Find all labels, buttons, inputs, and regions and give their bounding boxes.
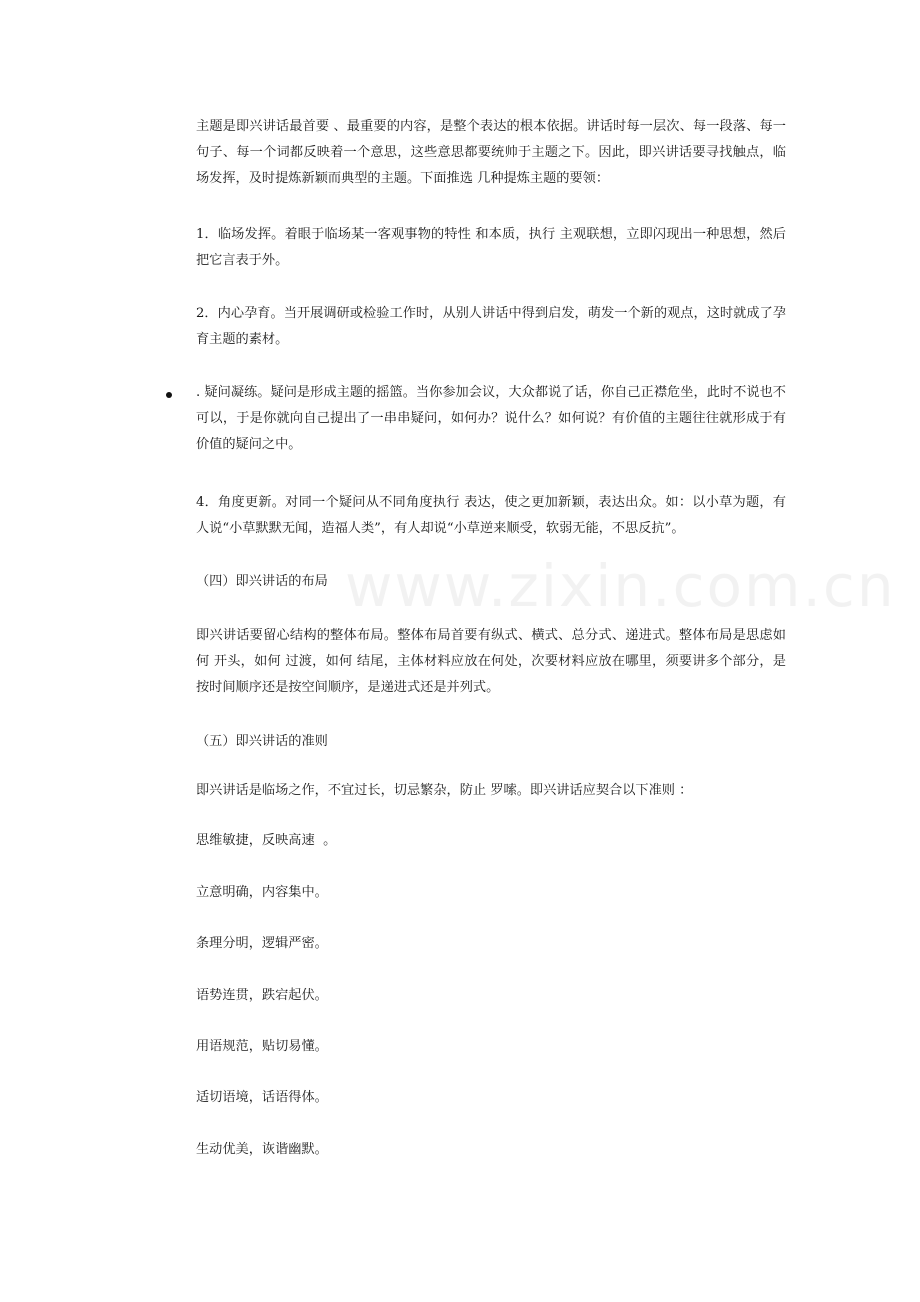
principles-intro: 即兴讲话是临场之作，不宜过长，切忌繁杂，防止 罗嗦。即兴讲话应契合以下准则 ： [196, 783, 693, 798]
principle-item: 适切语境，话语得体。 [196, 1090, 328, 1105]
principle-item: 思维敏捷，反映高速 。 [196, 833, 337, 848]
section-4-heading: （四）即兴讲话的布局 [196, 574, 328, 589]
section-5-heading: （五）即兴讲话的准则 [196, 734, 328, 749]
principle-item: 用语规范，贴切易懂。 [196, 1039, 328, 1054]
bullet-icon [166, 392, 172, 398]
watermark: www.zixin.com.cn [345, 552, 896, 620]
principle-item: 语势连贯，跌宕起伏。 [196, 988, 328, 1003]
principle-item: 生动优美，诙谐幽默。 [196, 1142, 328, 1157]
principle-item: 立意明确，内容集中。 [196, 885, 328, 900]
principle-item: 条理分明，逻辑严密。 [196, 936, 328, 951]
layout-paragraph: 即兴讲话要留心结构的整体布局。整体布局首要有纵式、横式、总分式、递进式。整体布局是思虑如何 开头，如何 过渡，如何 结尾，主体材料应放在何处，次要材料应放在哪里，须要讲多个部分，是按时间顺序还是按空间顺序，是递进式还是并列式。 [196, 628, 786, 695]
method-3-paragraph: . 疑问凝练。疑问是形成主题的摇篮。当你参加会议，大众都说了话，你自己正襟危坐，此时不说也不可以，于是你就向自己提出了一串串疑问，如何办？说什么？如何说？有价值的主题往往就形成于有价值的疑问之中。 [196, 385, 786, 452]
intro-paragraph: 主题是即兴讲话最首要 、最重要的内容，是整个表达的根本依据。讲话时每一层次、每一段落、每一句子、每一个词都反映着一个意思，这些意思都要统帅于主题之下。因此，即兴讲话要寻找触点，临场发挥，及时提炼新颖而典型的主题。下面推选 几种提炼主题的要领： [196, 119, 786, 186]
method-2-paragraph: 2．内心孕育。当开展调研或检验工作时，从别人讲话中得到启发，萌发一个新的观点，这时就成了孕育主题的素材。 [196, 306, 786, 347]
method-1-paragraph: 1．临场发挥。着眼于临场某一客观事物的特性 和本质，执行 主观联想，立即闪现出一种思想，然后把它言表于外。 [196, 227, 786, 268]
method-4-paragraph: 4．角度更新。对同一个疑问从不同角度执行 表达，使之更加新颖，表达出众。如：以小草为题，有人说“小草默默无闻，造福人类”，有人却说“小草逆来顺受，软弱无能，不思反抗”。 [196, 495, 786, 536]
